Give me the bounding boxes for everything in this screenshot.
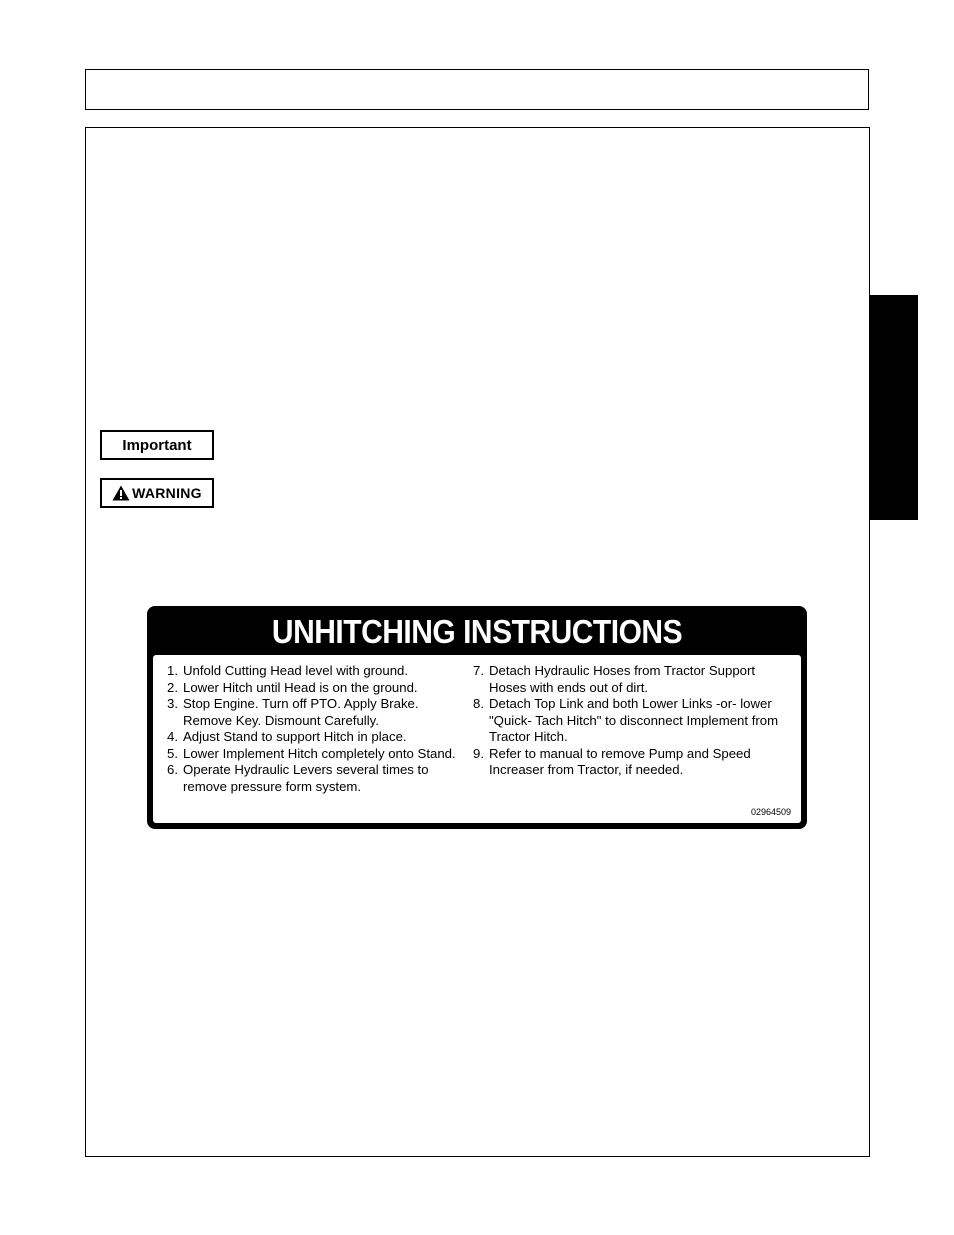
warning-label <box>100 478 214 508</box>
instruction-step: 9. Refer to manual to remove Pump and Speed Increaser from Tractor, if needed. <box>473 745 751 777</box>
important-label <box>100 430 214 460</box>
section-side-tab <box>869 295 918 520</box>
instructions-left-column <box>167 663 467 795</box>
decal-instructions-panel <box>153 655 801 823</box>
instruction-step: 2. Lower Hitch until Head is on the ground. <box>167 679 418 695</box>
instruction-step: 3. Stop Engine. Turn off PTO. Apply Brake. Remove Key. Dismount Carefully. <box>167 696 419 728</box>
decal-part-number: 02964509 <box>750 807 791 817</box>
warning-label-text: WARNING <box>132 485 202 501</box>
instruction-step: 4. Adjust Stand to support Hitch in place. <box>167 729 407 744</box>
instruction-step: 6. Operate Hydraulic Levers several times to remove pressure form system. <box>167 762 429 794</box>
instructions-right-column <box>473 663 791 779</box>
warning-triangle-icon <box>112 485 130 501</box>
important-label-text: Important <box>122 436 192 454</box>
instruction-step: 5. Lower Implement Hitch completely onto Stand. <box>167 745 456 761</box>
page-header-box <box>85 69 869 110</box>
instruction-step: 1. Unfold Cutting Head level with ground. <box>167 663 409 678</box>
decal-title: UNHITCHING INSTRUCTIONS <box>271 613 683 651</box>
instruction-step: 8. Detach Top Link and both Lower Links -or- lower "Quick- Tach Hitch" to disconnect Implement from Tractor Hitch. <box>473 696 779 744</box>
instruction-step: 7. Detach Hydraulic Hoses from Tractor Support Hoses with ends out of dirt. <box>473 663 756 695</box>
unhitching-instructions-decal <box>147 606 807 829</box>
